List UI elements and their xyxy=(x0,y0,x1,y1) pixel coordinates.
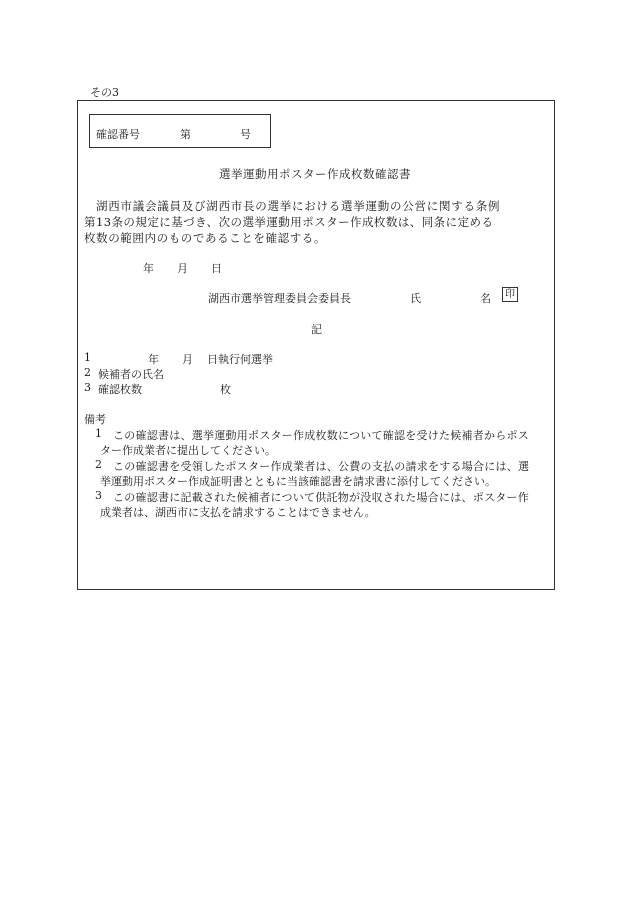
signature-shi: 氏 xyxy=(410,292,421,305)
signatory-title: 湖西市選挙管理委員会委員長 xyxy=(208,292,351,305)
signature-mei: 名 xyxy=(480,292,491,305)
item-2-text: 候補者の氏名 xyxy=(98,368,164,381)
note-3-number: 3 xyxy=(95,489,102,502)
note-1-line-2: ター作成業者に提出してください。 xyxy=(100,444,276,457)
note-1-line-1: この確認書は、選挙運動用ポスター作成枚数について確認を受けた候補者からポス xyxy=(113,429,530,442)
confirmation-dai: 第 xyxy=(180,128,191,141)
note-1-number: 1 xyxy=(95,427,102,440)
confirmation-number-box xyxy=(89,114,271,148)
document-title: 選挙運動用ポスター作成枚数確認書 xyxy=(219,167,411,181)
body-line-3: 枚数の範囲内のものであることを確認する。 xyxy=(84,231,326,245)
item-1-year: 年 xyxy=(148,353,159,366)
note-3-line-1: この確認書に記載された候補者について供託物が没収された場合には、ポスター作 xyxy=(113,491,530,504)
note-2-line-1: この確認書を受領したポスター作成業者は、公費の支払の請求をする場合には、選 xyxy=(113,460,530,473)
date-month: 月 xyxy=(177,262,188,275)
note-2-line-2: 挙運動用ポスター作成証明書とともに当該確認書を請求書に添付してください。 xyxy=(100,475,496,488)
date-year: 年 xyxy=(143,262,154,275)
form-number-label: その3 xyxy=(90,86,119,99)
item-1-month: 月 xyxy=(182,353,193,366)
item-1-number: 1 xyxy=(84,351,91,364)
item-1-text: 日執行何選挙 xyxy=(207,353,273,366)
body-line-1: 湖西市議会議員及び湖西市長の選挙における選挙運動の公営に関する条例 xyxy=(96,199,501,213)
ki-heading: 記 xyxy=(311,323,322,336)
seal-stamp-box: 印 xyxy=(502,287,518,302)
item-2-number: 2 xyxy=(84,366,91,379)
remarks-heading: 備考 xyxy=(84,413,106,426)
body-line-2: 第13条の規定に基づき、次の選挙運動用ポスター作成枚数は、同条に定める xyxy=(84,215,494,229)
confirmation-number-label: 確認番号 xyxy=(96,128,140,141)
item-3-text: 確認枚数 xyxy=(98,383,142,396)
confirmation-go: 号 xyxy=(240,128,251,141)
item-3-number: 3 xyxy=(84,381,91,394)
note-2-number: 2 xyxy=(95,458,102,471)
date-day: 日 xyxy=(211,262,222,275)
note-3-line-2: 成業者は、湖西市に支払を請求することはできません。 xyxy=(100,506,376,519)
item-3-unit: 枚 xyxy=(220,383,231,396)
